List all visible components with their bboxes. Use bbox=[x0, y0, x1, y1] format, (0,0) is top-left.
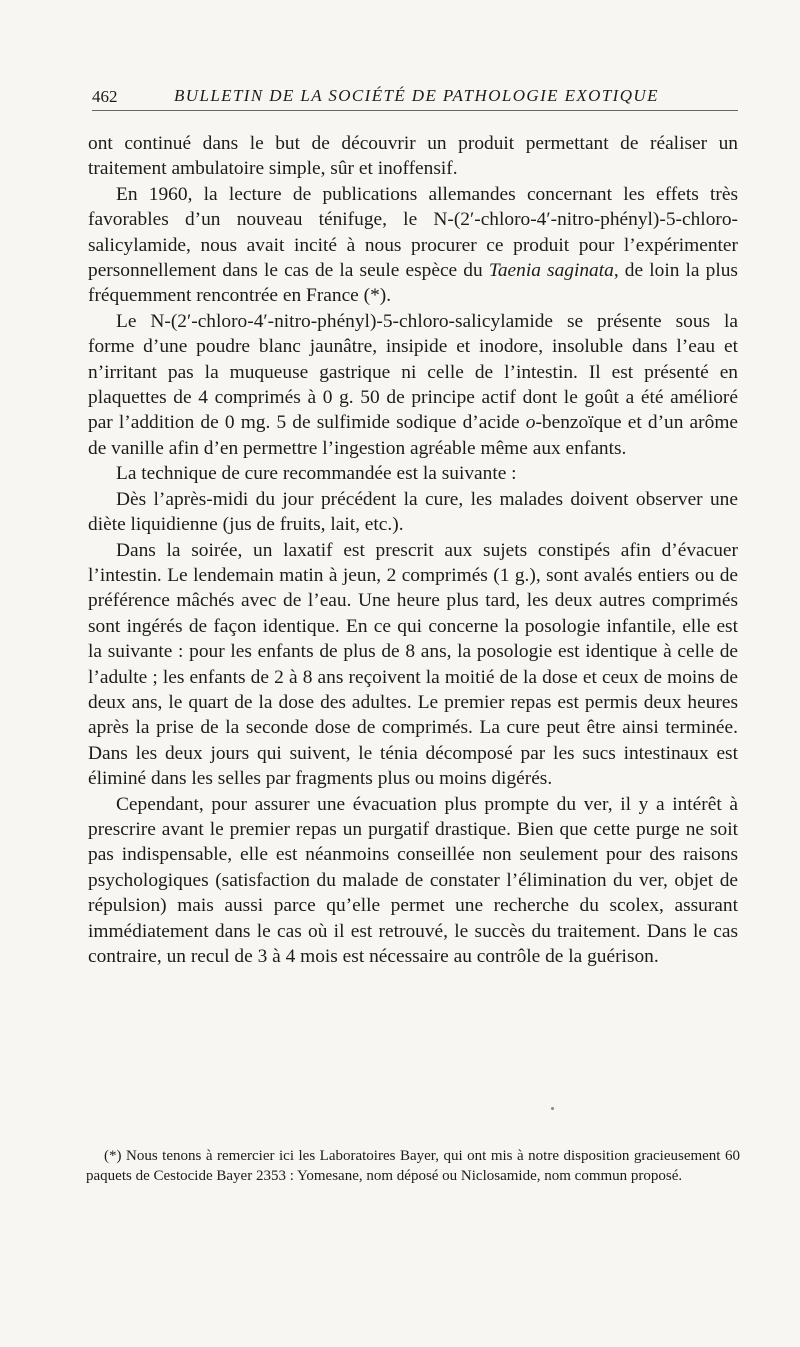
paragraph-3-start: Le N-(2′-chloro-4′-nitro-phényl)-5-chloro-salicylamide se présente sous la forme d’une poudre blanc jaunâtre, insipide et inodore, insoluble dans l’eau et n’irritant pas la muqueuse gastrique ni celle de l’intestin. Il est présenté en plaquettes de 4 comprimés à 0 g. 50 de principe actif dont le goût a été amélioré par l’addition de 0 mg. 5 de sulfimide sodique d’acide bbox=[88, 310, 738, 434]
species-name: Taenia saginata bbox=[488, 260, 614, 282]
paragraph-5: Dès l’après-midi du jour précédent la cure, les malades doivent observer une diète liquidienne (jus de fruits, lait, etc.). bbox=[88, 488, 738, 536]
page-number: 462 bbox=[92, 87, 118, 106]
paragraph-3-end: -benzoïque et d’un arôme de vanille afin d’en permettre l’ingestion agréable même aux enfants. bbox=[88, 412, 739, 459]
ortho-prefix: o bbox=[525, 412, 536, 434]
footnote-text: (*) Nous tenons à remercier ici les Laboratoires Bayer, qui ont mis à notre disposition gracieusement 60 paquets de Cestocide Bayer 2353 : Yomesane, nom déposé ou Niclosamide, nom commun proposé. bbox=[86, 1148, 740, 1184]
footnote bbox=[86, 1147, 740, 1186]
paragraph-2 bbox=[88, 182, 738, 309]
paragraph-7: Cependant, pour assurer une évacuation plus prompte du ver, il y a intérêt à prescrire avant le premier repas un purgatif drastique. Bien que cette purge ne soit pas indispensable, elle est néanmoins conseillée non seulement pour des raisons psychologiques (satisfaction du malade de constater l’élimination du ver, objet de répulsion) mais aussi parce qu’elle permet une recherche du scolex, assurant immédiatement dans le cas où il est retrouvé, le succès du traitement. Dans le cas contraire, un recul de 3 à 4 mois est nécessaire au contrôle de la guérison. bbox=[88, 793, 738, 967]
running-title: BULLETIN DE LA SOCIÉTÉ DE PATHOLOGIE EXOTIQUE bbox=[174, 86, 659, 105]
paragraph-3 bbox=[88, 309, 738, 461]
paragraph-2-end: , de loin la plus fréquemment rencontrée en France (*). bbox=[88, 260, 738, 307]
paragraph-1: ont continué dans le but de découvrir un produit permettant de réaliser un traitement ambulatoire simple, sûr et inoffensif. bbox=[88, 133, 738, 180]
page-header bbox=[92, 80, 738, 111]
paragraph-6: Dans la soirée, un laxatif est prescrit aux sujets constipés afin d’évacuer l’intestin. Le lendemain matin à jeun, 2 comprimés (1 g.), sont avalés entiers ou de préférence mâchés avec de l’eau. Une heure plus tard, les deux autres comprimés sont ingérés de façon identique. En ce qui concerne la posologie infantile, elle est la suivante : pour les enfants de plus de 8 ans, la posologie est identique à celle de l’adulte ; les enfants de 2 à 8 ans reçoivent la moitié de la dose et ceux de moins de deux ans, le quart de la dose des adultes. Le premier repas est permis deux heures après la prise de la seconde dose de comprimés. La cure peut être ainsi terminée. Dans les deux jours qui suivent, le ténia décomposé par les sucs intestinaux est éliminé dans les selles par fragments plus ou moins digérés. bbox=[88, 539, 738, 790]
paragraph-4: La technique de cure recommandée est la suivante : bbox=[116, 463, 517, 485]
paragraph-2-start: En 1960, la lecture de publications allemandes concernant les effets très favorables d’un nouveau ténifuge, le N-(2′-chloro-4′-nitro-phényl)-5-chloro-salicylamide, nous avait incité à nous procurer ce produit pour l’expérimenter personnellement dans le cas de la seule espèce du bbox=[88, 183, 738, 282]
body-text bbox=[88, 131, 738, 969]
print-speck bbox=[551, 1107, 554, 1110]
